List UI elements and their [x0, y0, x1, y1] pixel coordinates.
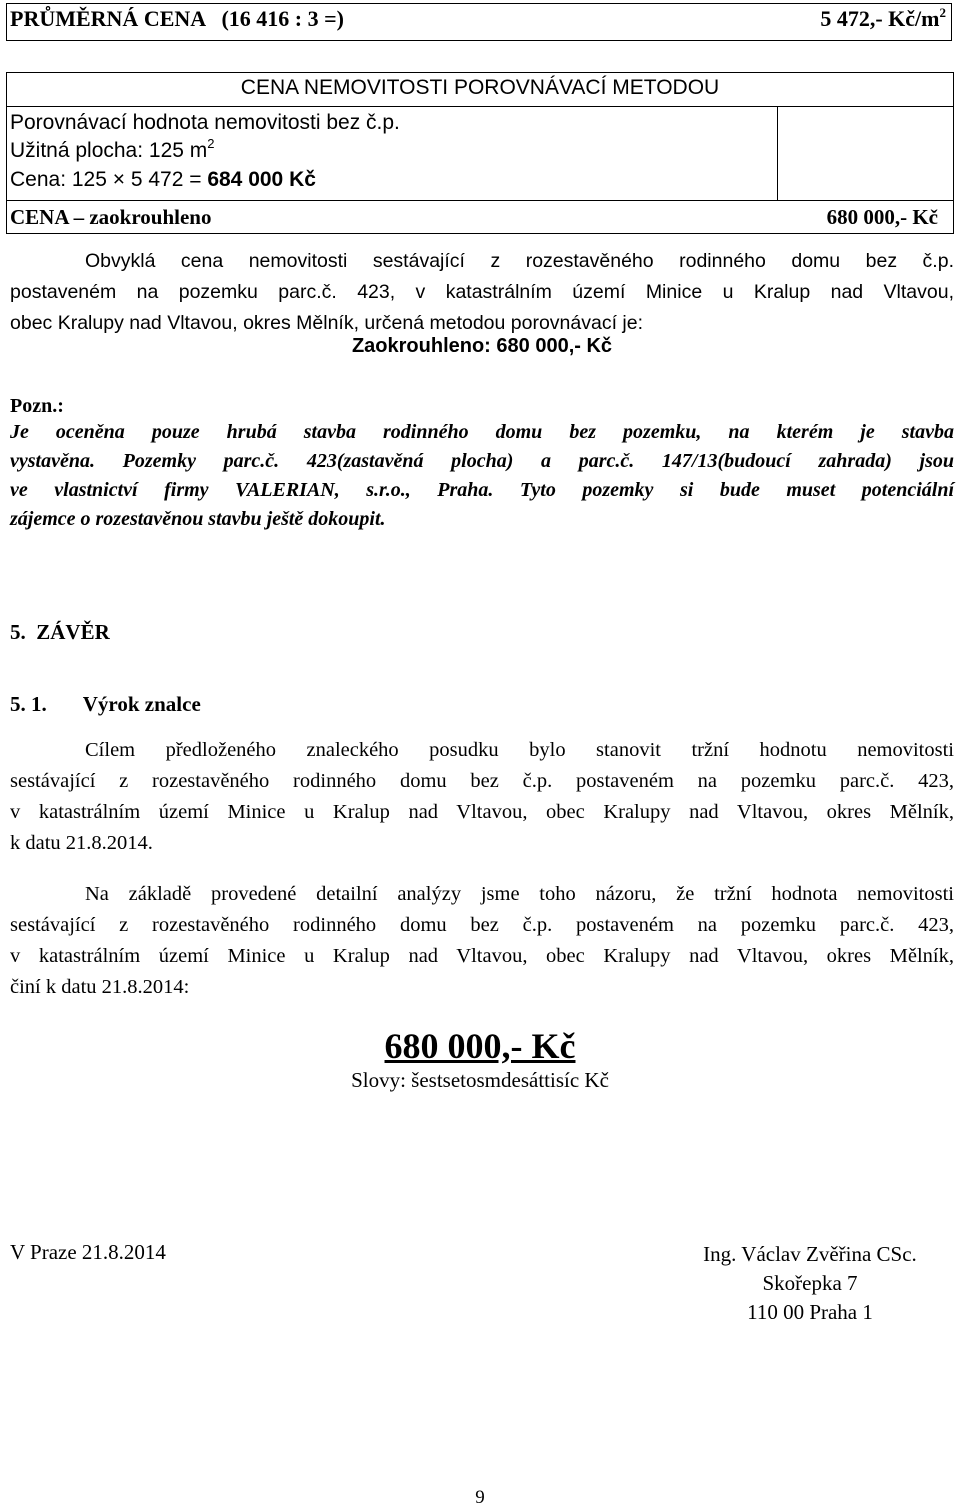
comparison-table-divider-bottom — [6, 200, 954, 201]
comparison-price-formula: Cena: 125 × 5 472 = — [10, 168, 208, 191]
comparison-row-area — [10, 136, 215, 163]
section-heading-conclusion: 5. ZÁVĚR — [10, 620, 110, 644]
conclusion-line: sestávající z rozestavěného rodinného domu bez č.p. postaveném na pozemku parc.č. 423, — [10, 770, 954, 792]
conclusion-line: k datu 21.8.2014. — [10, 832, 153, 854]
conclusion-line: činí k datu 21.8.2014: — [10, 976, 190, 998]
usual-price-line: obec Kralupy nad Vltavou, okres Mělník, určená metodou porovnávací je: — [10, 312, 644, 334]
note-line: ve vlastnictví firmy VALERIAN, s.r.o., Praha. Tyto pozemky si bude muset potenciální — [10, 479, 954, 501]
usual-price-paragraph — [10, 246, 954, 339]
conclusion-line: v katastrálním území Minice u Kralup nad Vltavou, obec Kralupy nad Vltavou, okres Mělník, — [10, 945, 954, 967]
comparison-row-description: Porovnávací hodnota nemovitosti bez č.p. — [10, 111, 400, 134]
conclusion-line: Cílem předloženého znaleckého posudku bylo stanovit tržní hodnotu nemovitosti — [85, 739, 954, 761]
expert-street: Skořepka 7 — [762, 1271, 858, 1295]
comparison-area-exponent: 2 — [207, 136, 215, 151]
comparison-price-result: 684 000 Kč — [207, 168, 316, 191]
section-heading-expert-statement — [10, 692, 201, 717]
comparison-table-divider — [6, 106, 954, 107]
conclusion-paragraph-2 — [10, 879, 954, 1003]
conclusion-paragraph-1 — [10, 735, 954, 859]
comparison-rounded-value: 680 000,- Kč — [826, 205, 938, 229]
comparison-area-text: Užitná plocha: 125 m — [10, 139, 208, 162]
note-heading: Pozn.: — [10, 395, 64, 417]
average-price-unit-exponent: 2 — [939, 5, 946, 20]
average-price-value — [820, 6, 946, 32]
note-line: zájemce o rozestavěnou stavbu ještě dokoupit. — [10, 508, 386, 530]
note-line: Je oceněna pouze hrubá stavba rodinného domu bez pozemku, na kterém je stavba — [10, 421, 954, 443]
place-and-date: V Praze 21.8.2014 — [10, 1240, 166, 1264]
usual-price-rounded: Zaokrouhleno: 680 000,- Kč — [351, 335, 613, 357]
note-paragraph — [10, 418, 954, 534]
section-number: 5. 1. — [10, 692, 47, 716]
expert-city: 110 00 Praha 1 — [747, 1300, 873, 1324]
conclusion-line: Na základě provedené detailní analýzy jsme toho názoru, že tržní hodnota nemovitosti — [85, 883, 954, 905]
average-price-label: PRŮMĚRNÁ CENA (16 416 : 3 =) — [10, 6, 344, 31]
signature-block — [660, 1240, 960, 1327]
expert-name: Ing. Václav Zvěřina CSc. — [703, 1242, 917, 1266]
usual-price-line: Obvyklá cena nemovitosti sestávající z rozestavěného rodinného domu bez č.p. — [85, 250, 954, 272]
comparison-rounded-label: CENA – zaokrouhleno — [10, 205, 212, 229]
conclusion-line: v katastrálním území Minice u Kralup nad Vltavou, obec Kralupy nad Vltavou, okres Mělník, — [10, 801, 954, 823]
section-title: Výrok znalce — [82, 692, 201, 716]
average-price-amount: 5 472,- Kč/m — [820, 6, 940, 31]
comparison-row-price — [10, 168, 316, 192]
comparison-table-title: CENA NEMOVITOSTI POROVNÁVACÍ METODOU — [240, 76, 720, 99]
note-line: vystavěna. Pozemky parc.č. 423(zastavěná plocha) a parc.č. 147/13(budoucí zahrada) jsou — [10, 450, 954, 472]
final-market-value: 680 000,- Kč — [384, 1026, 576, 1066]
final-value-in-words: Slovy: šestsetosmdesáttisíc Kč — [351, 1068, 609, 1092]
comparison-table-column-divider — [777, 106, 778, 201]
usual-price-line: postaveném na pozemku parc.č. 423, v katastrálním území Minice u Kralup nad Vltavou, — [10, 281, 954, 303]
conclusion-line: sestávající z rozestavěného rodinného domu bez č.p. postaveném na pozemku parc.č. 423, — [10, 914, 954, 936]
page-number: 9 — [475, 1487, 485, 1508]
